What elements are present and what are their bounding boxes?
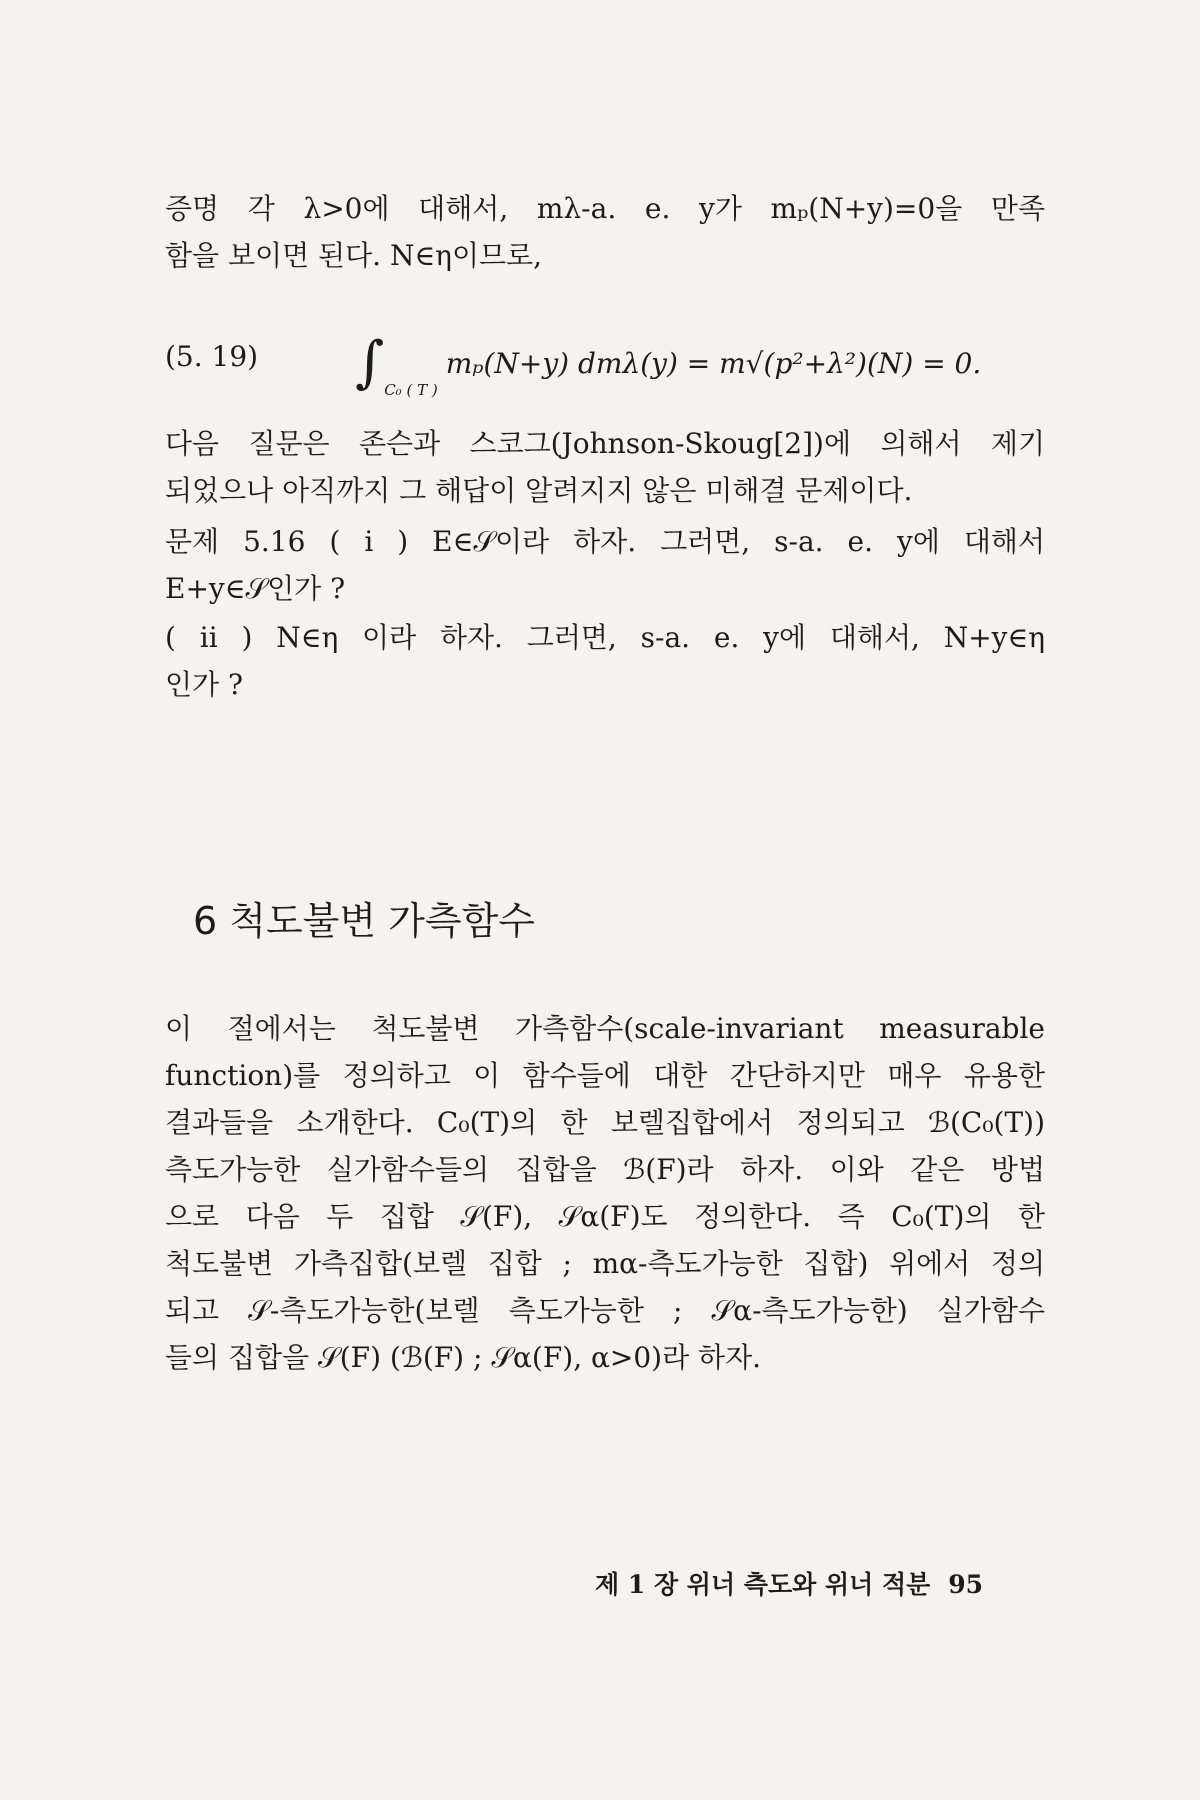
section-body-line: 척도불변 가측집합(보렐 집합 ; mα-측도가능한 집합) 위에서 정의 (165, 1247, 1045, 1280)
problem-5-16 (165, 518, 1045, 708)
problem-line: 인가 ? (165, 668, 244, 701)
proof-line: 증명 각 λ>0에 대해서, mλ-a. e. y가 mₚ(N+y)=0을 만족 (165, 192, 1045, 225)
section-body-line: 되고 𝒮-측도가능한(보렐 측도가능한 ; 𝒮α-측도가능한) 실가함수 (165, 1294, 1045, 1327)
section-title: 6 척도불변 가측함수 (193, 899, 535, 943)
proof-line: 함을 보이면 된다. N∈η이므로, (165, 239, 542, 272)
question-intro-line: 다음 질문은 존슨과 스코그(Johnson-Skoug[2])에 의해서 제기 (165, 427, 1045, 460)
page-number: 95 (948, 1570, 984, 1599)
equation-expression: mₚ(N+y) dmλ(y) = m√(p²+λ²)(N) = 0. (445, 347, 982, 380)
problem-line: E+y∈𝒮인가 ? (165, 572, 346, 605)
chapter-title: 제 1 장 위너 측도와 위너 적분 (595, 1570, 931, 1599)
section-body-line: function)를 정의하고 이 함수들에 대한 간단하지만 매우 유용한 (165, 1059, 1045, 1092)
section-body-paragraph (165, 1005, 1045, 1381)
problem-line: 문제 5.16 ( i ) E∈𝒮이라 하자. 그러면, s-a. e. y에 대해서 (165, 525, 1045, 558)
question-intro-paragraph (165, 420, 1045, 514)
equation-body (355, 330, 981, 399)
section-body-line: 결과들을 소개한다. C₀(T)의 한 보렐집합에서 정의되고 ℬ(C₀(T)) (165, 1106, 1045, 1139)
problem-line: ( ii ) N∈η 이라 하자. 그러면, s-a. e. y에 대해서, N+y∈η (165, 621, 1045, 654)
proof-paragraph (165, 185, 1045, 279)
section-body-line: 으로 다음 두 집합 𝒮(F), 𝒮α(F)도 정의한다. 즉 C₀(T)의 한 (165, 1200, 1045, 1233)
section-body-line: 들의 집합을 𝒮(F) (ℬ(F) ; 𝒮α(F), α>0)라 하자. (165, 1341, 762, 1374)
question-intro-line: 되었으나 아직까지 그 해답이 알려지지 않은 미해결 문제이다. (165, 474, 913, 507)
section-body-line: 이 절에서는 척도불변 가측함수(scale-invariant measurable (165, 1012, 1045, 1045)
equation-5-19 (165, 330, 1045, 400)
equation-label: (5. 19) (165, 340, 259, 373)
section-body-line: 측도가능한 실가함수들의 집합을 ℬ(F)라 하자. 이와 같은 방법 (165, 1153, 1045, 1186)
integral-sign: ∫ (355, 330, 385, 395)
page-footer (595, 1565, 983, 1601)
integral-domain: C₀ ( T ) (384, 381, 438, 399)
